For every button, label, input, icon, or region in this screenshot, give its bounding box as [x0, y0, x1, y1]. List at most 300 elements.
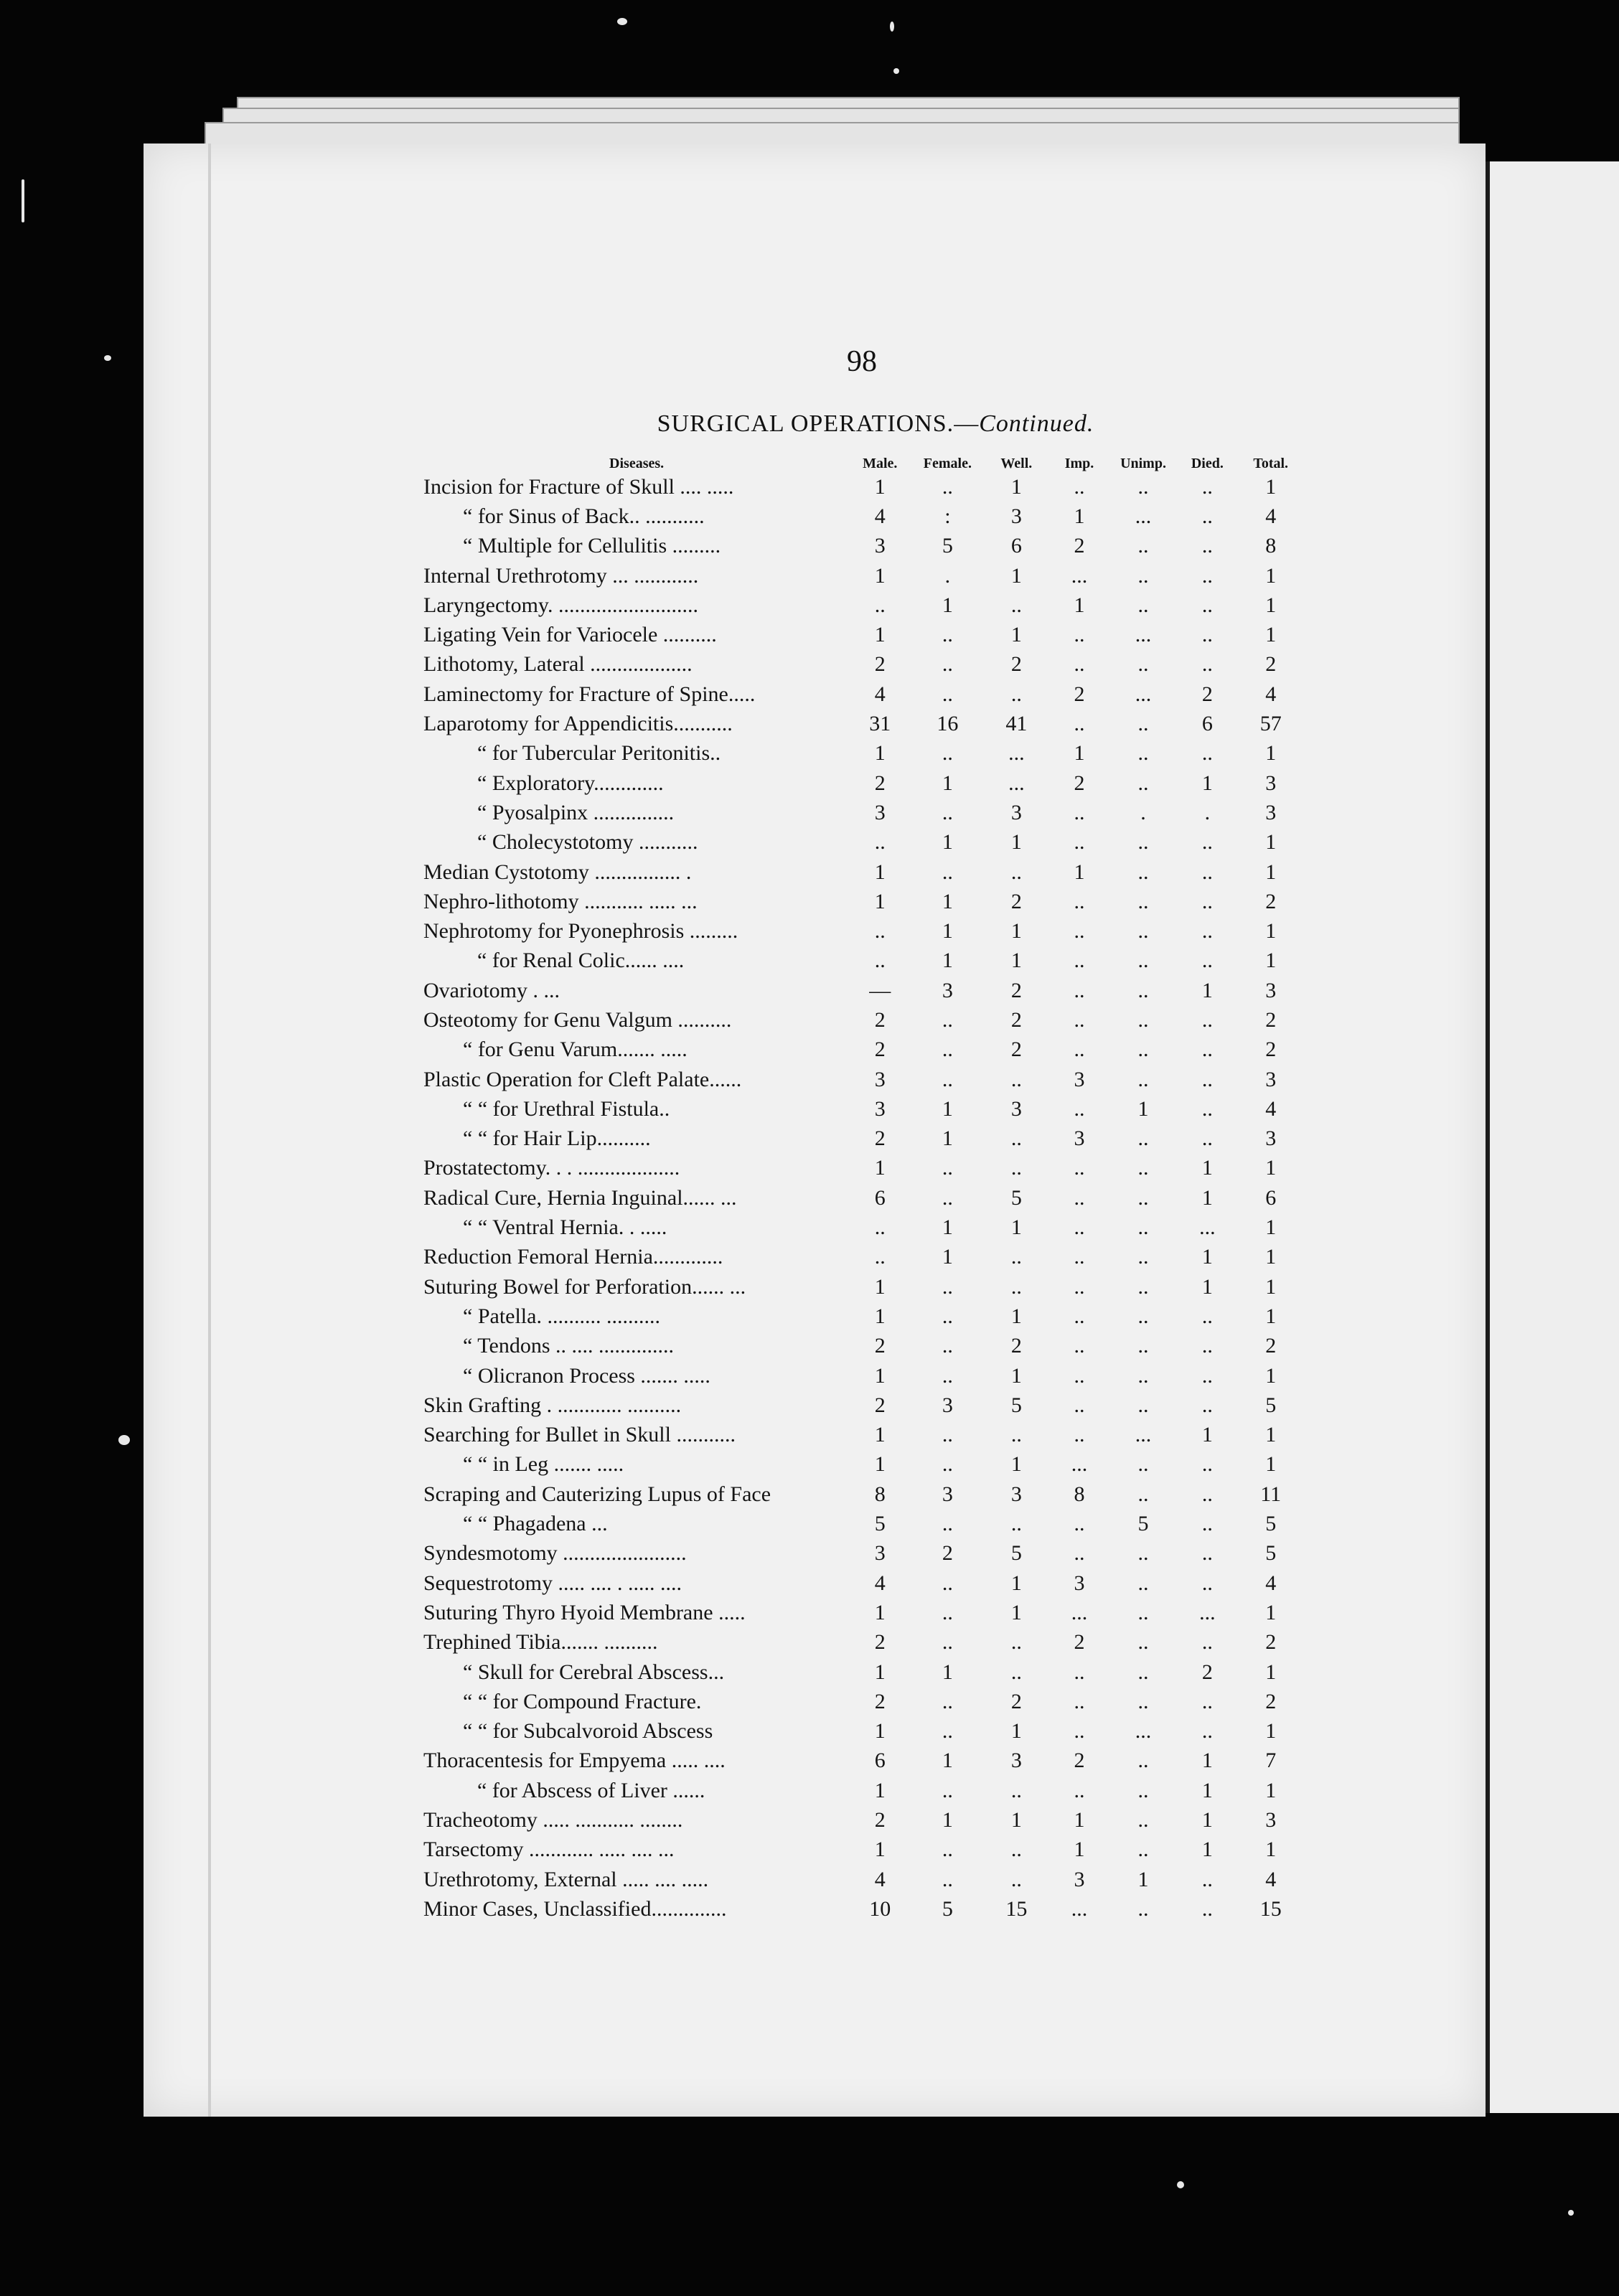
table-row: [423, 916, 1303, 946]
table-row: [423, 1568, 1303, 1598]
dust-speck: [22, 179, 24, 222]
cell-male: ..: [874, 1215, 886, 1240]
cell-male: 1: [874, 1838, 886, 1862]
cell-female: 1: [942, 1215, 953, 1240]
cell-female: ..: [942, 800, 953, 824]
header-unimp: Unimp.: [1120, 456, 1166, 471]
cell-died: ..: [1201, 1689, 1213, 1713]
table-row: [423, 1391, 1303, 1420]
cell-male: ..: [874, 830, 886, 855]
cell-male: 1: [874, 1423, 886, 1447]
cell-well: 1: [1010, 563, 1022, 588]
cell-imp: 1: [1074, 741, 1085, 766]
cell-died: 6: [1201, 712, 1213, 736]
cell-female: :: [944, 504, 951, 528]
cell-well: ..: [1010, 860, 1022, 884]
table-row: [423, 679, 1303, 709]
cell-female: ..: [942, 1038, 953, 1062]
cell-male: 2: [874, 1808, 886, 1832]
page-number-text: 98: [847, 345, 877, 378]
operation-name-cell: [423, 1421, 850, 1450]
table-row: [423, 1272, 1303, 1302]
operation-name: Skin Grafting . ............ ..........: [423, 1393, 682, 1417]
operation-name: Radical Cure, Hernia Inguinal...... ...: [423, 1185, 737, 1210]
cell-died: ..: [1201, 1334, 1213, 1358]
table-row: [423, 1776, 1303, 1805]
cell-total: 1: [1265, 623, 1277, 647]
cell-well: 1: [1010, 623, 1022, 647]
page-title: [588, 410, 1163, 438]
cell-unimp: ..: [1137, 1571, 1149, 1595]
table-row: [423, 1509, 1303, 1538]
cell-well: ...: [1008, 771, 1025, 795]
cell-total: 1: [1265, 860, 1277, 884]
cell-imp: ..: [1074, 978, 1085, 1002]
cell-imp: ..: [1074, 1156, 1085, 1180]
cell-imp: ..: [1074, 800, 1085, 824]
title-text: SURGICAL OPERATIONS.: [657, 410, 954, 437]
cell-died: ..: [1201, 563, 1213, 588]
cell-female: ..: [942, 1778, 953, 1802]
cell-imp: ..: [1074, 1038, 1085, 1062]
cell-imp: ..: [1074, 1215, 1085, 1240]
table-body: [423, 472, 1303, 1924]
cell-imp: ..: [1074, 1778, 1085, 1802]
cell-unimp: ..: [1137, 1304, 1149, 1328]
cell-female: ..: [942, 652, 953, 677]
cell-male: 2: [874, 1126, 886, 1151]
cell-female: 1: [942, 1096, 953, 1121]
cell-unimp: ..: [1137, 1393, 1149, 1417]
cell-unimp: ..: [1137, 1156, 1149, 1180]
cell-total: 4: [1265, 504, 1277, 528]
cell-imp: ..: [1074, 1719, 1085, 1744]
cell-well: ..: [1010, 1156, 1022, 1180]
dust-speck: [1568, 2210, 1574, 2216]
adjacent-page: [1486, 161, 1619, 2113]
header-male: Male.: [863, 456, 898, 471]
cell-female: 1: [942, 1749, 953, 1773]
cell-unimp: ..: [1137, 1482, 1149, 1506]
table-row: [423, 1094, 1303, 1124]
cell-male: 8: [874, 1482, 886, 1506]
cell-imp: ..: [1074, 1245, 1085, 1269]
cell-unimp: ..: [1137, 1007, 1149, 1032]
operation-name-cell: [423, 1450, 850, 1479]
cell-unimp: ..: [1137, 1215, 1149, 1240]
cell-unimp: ..: [1137, 1067, 1149, 1091]
operation-name: “ Exploratory.............: [477, 771, 664, 795]
cell-total: 4: [1265, 1571, 1277, 1595]
cell-female: ..: [942, 623, 953, 647]
table-row: [423, 1598, 1303, 1627]
cell-well: 2: [1010, 1334, 1022, 1358]
table-row: [423, 798, 1303, 827]
operation-name: “ Multiple for Cellulitis .........: [463, 534, 721, 558]
cell-imp: 8: [1074, 1482, 1085, 1506]
cell-imp: ..: [1074, 830, 1085, 855]
table-row: [423, 768, 1303, 798]
cell-unimp: ..: [1137, 771, 1149, 795]
operation-name: “ Cholecystotomy ...........: [477, 830, 698, 855]
cell-total: 1: [1265, 563, 1277, 588]
cell-male: 1: [874, 1600, 886, 1624]
cell-unimp: ..: [1137, 860, 1149, 884]
cell-unimp: ..: [1137, 1245, 1149, 1269]
cell-well: 3: [1010, 800, 1022, 824]
cell-imp: 2: [1074, 534, 1085, 558]
cell-died: ..: [1201, 1896, 1213, 1921]
operation-name-cell: [423, 768, 850, 798]
cell-unimp: ..: [1137, 830, 1149, 855]
cell-died: 1: [1201, 1749, 1213, 1773]
cell-total: 1: [1265, 1274, 1277, 1299]
table-row: [423, 1065, 1303, 1094]
cell-total: 3: [1265, 1126, 1277, 1151]
table-row: [423, 650, 1303, 679]
cell-died: 1: [1201, 978, 1213, 1002]
operation-name: “ “ for Compound Fracture.: [463, 1689, 702, 1713]
cell-unimp: ..: [1137, 1600, 1149, 1624]
cell-well: 5: [1010, 1185, 1022, 1210]
cell-female: .: [944, 563, 951, 588]
cell-imp: ..: [1074, 1096, 1085, 1121]
cell-total: 1: [1265, 1838, 1277, 1862]
operation-name: Prostatectomy. . . ...................: [423, 1156, 680, 1180]
operation-name: Tarsectomy ............ ..... .... ...: [423, 1838, 675, 1862]
cell-female: ..: [942, 1334, 953, 1358]
cell-female: ..: [942, 1719, 953, 1744]
cell-male: 10: [869, 1896, 891, 1921]
cell-female: 3: [942, 1393, 953, 1417]
cell-well: 2: [1010, 652, 1022, 677]
table-row: [423, 1302, 1303, 1331]
cell-died: 1: [1201, 1808, 1213, 1832]
dust-speck: [104, 355, 111, 361]
table-row: [423, 1183, 1303, 1213]
cell-female: 5: [942, 1896, 953, 1921]
cell-male: 3: [874, 800, 886, 824]
operation-name: Laryngectomy. ..........................: [423, 593, 698, 617]
cell-unimp: ..: [1137, 563, 1149, 588]
cell-imp: ..: [1074, 1423, 1085, 1447]
header-well: Well.: [1000, 456, 1033, 471]
cell-imp: ..: [1074, 889, 1085, 913]
operation-name: Internal Urethrotomy ... ............: [423, 563, 699, 588]
table-row: [423, 472, 1303, 502]
cell-imp: 3: [1074, 1867, 1085, 1891]
cell-total: 3: [1265, 978, 1277, 1002]
operation-name-cell: [423, 1213, 850, 1242]
operation-name: Nephrotomy for Pyonephrosis .........: [423, 919, 738, 944]
cell-female: ..: [942, 1452, 953, 1477]
cell-well: ..: [1010, 593, 1022, 617]
cell-male: 1: [874, 1719, 886, 1744]
cell-well: ..: [1010, 1867, 1022, 1891]
cell-total: 4: [1265, 1867, 1277, 1891]
cell-female: ..: [942, 860, 953, 884]
cell-well: 1: [1010, 949, 1022, 973]
cell-male: 1: [874, 1363, 886, 1388]
cell-well: ..: [1010, 1067, 1022, 1091]
operation-name-cell: [423, 1005, 850, 1035]
cell-total: 2: [1265, 652, 1277, 677]
cell-died: ..: [1201, 889, 1213, 913]
cell-total: 3: [1265, 1808, 1277, 1832]
operation-name: “ “ for Subcalvoroid Abscess: [463, 1719, 713, 1744]
operation-name-cell: [423, 561, 850, 591]
cell-female: ..: [942, 474, 953, 499]
cell-female: ..: [942, 1838, 953, 1862]
cell-well: 2: [1010, 889, 1022, 913]
cell-male: 3: [874, 1067, 886, 1091]
cell-male: 1: [874, 1778, 886, 1802]
table-row: [423, 1805, 1303, 1835]
cell-imp: ..: [1074, 1512, 1085, 1536]
cell-male: 4: [874, 682, 886, 706]
cell-died: ..: [1201, 1867, 1213, 1891]
operation-name-cell: [423, 650, 850, 679]
operation-name: “ for Abscess of Liver ......: [477, 1778, 705, 1802]
cell-died: ..: [1201, 1512, 1213, 1536]
cell-died: 1: [1201, 1185, 1213, 1210]
operation-name: Nephro-lithotomy ........... ..... ...: [423, 889, 698, 913]
cell-died: ..: [1201, 1038, 1213, 1062]
cell-died: ..: [1201, 504, 1213, 528]
operation-name-cell: [423, 1598, 850, 1627]
cell-female: ..: [942, 1600, 953, 1624]
operation-name-cell: [423, 591, 850, 620]
operation-name-cell: [423, 1183, 850, 1213]
table-row: [423, 1005, 1303, 1035]
cell-unimp: ..: [1137, 1126, 1149, 1151]
cell-unimp: ..: [1137, 889, 1149, 913]
table-row: [423, 532, 1303, 561]
cell-male: 1: [874, 1274, 886, 1299]
cell-total: 2: [1265, 1007, 1277, 1032]
operation-name-cell: [423, 887, 850, 916]
cell-male: 1: [874, 563, 886, 588]
cell-unimp: ..: [1137, 1689, 1149, 1713]
table-row: [423, 620, 1303, 649]
table-row: [423, 1657, 1303, 1687]
cell-well: 2: [1010, 978, 1022, 1002]
cell-unimp: ...: [1135, 1423, 1152, 1447]
table-row: [423, 1628, 1303, 1657]
cell-imp: ..: [1074, 949, 1085, 973]
cell-imp: ..: [1074, 1393, 1085, 1417]
cell-total: 1: [1265, 1660, 1277, 1684]
cell-imp: 1: [1074, 593, 1085, 617]
dust-speck: [118, 1435, 130, 1445]
cell-well: 5: [1010, 1393, 1022, 1417]
cell-female: 5: [942, 534, 953, 558]
operation-name-cell: [423, 1865, 850, 1894]
cell-died: ..: [1201, 1126, 1213, 1151]
cell-well: ..: [1010, 682, 1022, 706]
operation-name: “ for Renal Colic...... ....: [477, 949, 685, 973]
cell-total: 4: [1265, 682, 1277, 706]
operation-name: Lithotomy, Lateral ...................: [423, 652, 693, 677]
cell-well: 15: [1005, 1896, 1028, 1921]
cell-died: ..: [1201, 1393, 1213, 1417]
cell-female: 1: [942, 1245, 953, 1269]
cell-died: ..: [1201, 830, 1213, 855]
cell-imp: ..: [1074, 1185, 1085, 1210]
operation-name-cell: [423, 946, 850, 976]
cell-died: 1: [1201, 1838, 1213, 1862]
dust-speck: [1177, 2181, 1184, 2188]
operation-name: Plastic Operation for Cleft Palate......: [423, 1067, 742, 1091]
cell-well: 3: [1010, 1749, 1022, 1773]
operation-name-cell: [423, 1302, 850, 1331]
cell-well: 1: [1010, 1571, 1022, 1595]
cell-died: ..: [1201, 1482, 1213, 1506]
cell-died: 1: [1201, 1423, 1213, 1447]
operation-name: “ for Sinus of Back.. ...........: [463, 504, 705, 528]
cell-male: 6: [874, 1749, 886, 1773]
operation-name: “ “ in Leg ....... .....: [463, 1452, 624, 1477]
cell-female: 1: [942, 593, 953, 617]
operation-name-cell: [423, 532, 850, 561]
cell-died: 1: [1201, 1245, 1213, 1269]
table-row: [423, 1865, 1303, 1894]
cell-total: 11: [1260, 1482, 1282, 1506]
cell-unimp: ..: [1137, 534, 1149, 558]
cell-male: 31: [869, 712, 891, 736]
cell-unimp: ..: [1137, 1185, 1149, 1210]
table-row: [423, 1154, 1303, 1183]
table-row: [423, 1332, 1303, 1361]
cell-died: ...: [1199, 1600, 1216, 1624]
cell-well: 1: [1010, 919, 1022, 944]
cell-male: 3: [874, 534, 886, 558]
cell-male: 1: [874, 860, 886, 884]
cell-unimp: 5: [1137, 1512, 1149, 1536]
operation-name-cell: [423, 1568, 850, 1598]
cell-died: ..: [1201, 919, 1213, 944]
dust-speck: [890, 22, 894, 32]
cell-unimp: ..: [1137, 1334, 1149, 1358]
cell-male: ..: [874, 919, 886, 944]
cell-imp: ..: [1074, 1363, 1085, 1388]
operation-name: “ Skull for Cerebral Abscess...: [463, 1660, 725, 1684]
cell-female: 1: [942, 1808, 953, 1832]
table-row: [423, 857, 1303, 887]
cell-total: 1: [1265, 949, 1277, 973]
operation-name-cell: [423, 1391, 850, 1420]
cell-died: ..: [1201, 1363, 1213, 1388]
cell-total: 5: [1265, 1512, 1277, 1536]
cell-died: ..: [1201, 741, 1213, 766]
dust-speck: [617, 18, 627, 25]
cell-died: ..: [1201, 1096, 1213, 1121]
cell-imp: 1: [1074, 860, 1085, 884]
cell-total: 2: [1265, 1630, 1277, 1655]
cell-male: 2: [874, 1007, 886, 1032]
cell-total: 8: [1265, 534, 1277, 558]
operation-name: Laparotomy for Appendicitis...........: [423, 712, 733, 736]
cell-imp: ..: [1074, 623, 1085, 647]
title-suffix: Continued.: [979, 410, 1094, 437]
cell-total: 1: [1265, 474, 1277, 499]
cell-male: 3: [874, 1096, 886, 1121]
cell-male: 4: [874, 1867, 886, 1891]
cell-male: 2: [874, 1393, 886, 1417]
cell-female: ..: [942, 1274, 953, 1299]
cell-male: 1: [874, 623, 886, 647]
cell-male: —: [869, 978, 891, 1002]
cell-imp: ..: [1074, 1660, 1085, 1684]
cell-imp: 2: [1074, 1749, 1085, 1773]
cell-female: 1: [942, 949, 953, 973]
cell-well: 3: [1010, 1482, 1022, 1506]
cell-male: 2: [874, 1038, 886, 1062]
cell-female: 1: [942, 830, 953, 855]
cell-well: 1: [1010, 1304, 1022, 1328]
cell-male: 1: [874, 1304, 886, 1328]
cell-unimp: ..: [1137, 1808, 1149, 1832]
cell-total: 1: [1265, 741, 1277, 766]
cell-unimp: ..: [1137, 1896, 1149, 1921]
cell-unimp: ..: [1137, 1838, 1149, 1862]
cell-total: 7: [1265, 1749, 1277, 1773]
cell-well: 41: [1005, 712, 1028, 736]
cell-died: ..: [1201, 1452, 1213, 1477]
operation-name-cell: [423, 976, 850, 1005]
cell-imp: 1: [1074, 1838, 1085, 1862]
table-row: [423, 946, 1303, 976]
operation-name-cell: [423, 1035, 850, 1065]
cell-total: 5: [1265, 1393, 1277, 1417]
cell-female: ..: [942, 682, 953, 706]
cell-well: ..: [1010, 1512, 1022, 1536]
cell-male: ..: [874, 593, 886, 617]
cell-well: ..: [1010, 1274, 1022, 1299]
operation-name: “ “ Phagadena ...: [463, 1512, 608, 1536]
cell-well: 3: [1010, 1096, 1022, 1121]
cell-died: 2: [1201, 682, 1213, 706]
cell-well: 1: [1010, 474, 1022, 499]
operation-name: Thoracentesis for Empyema ..... ....: [423, 1749, 726, 1773]
operation-name: Suturing Bowel for Perforation...... ...: [423, 1274, 746, 1299]
cell-total: 3: [1265, 1067, 1277, 1091]
cell-well: ..: [1010, 1778, 1022, 1802]
table-row: [423, 591, 1303, 620]
cell-total: 1: [1265, 1423, 1277, 1447]
cell-total: 1: [1265, 1156, 1277, 1180]
cell-total: 1: [1265, 1215, 1277, 1240]
cell-imp: ..: [1074, 712, 1085, 736]
cell-unimp: ..: [1137, 652, 1149, 677]
operation-name-cell: [423, 798, 850, 827]
cell-died: ..: [1201, 1007, 1213, 1032]
cell-unimp: ..: [1137, 978, 1149, 1002]
cell-unimp: ..: [1137, 919, 1149, 944]
table-row: [423, 1894, 1303, 1924]
cell-well: 5: [1010, 1541, 1022, 1566]
operation-name: Incision for Fracture of Skull .... .....: [423, 474, 734, 499]
operation-name-cell: [423, 1361, 850, 1391]
cell-female: ..: [942, 1363, 953, 1388]
cell-died: ..: [1201, 1630, 1213, 1655]
cell-total: 1: [1265, 1600, 1277, 1624]
cell-total: 2: [1265, 1689, 1277, 1713]
cell-male: 1: [874, 474, 886, 499]
cell-died: 1: [1201, 1778, 1213, 1802]
operation-name-cell: [423, 472, 850, 502]
cell-female: ..: [942, 1571, 953, 1595]
